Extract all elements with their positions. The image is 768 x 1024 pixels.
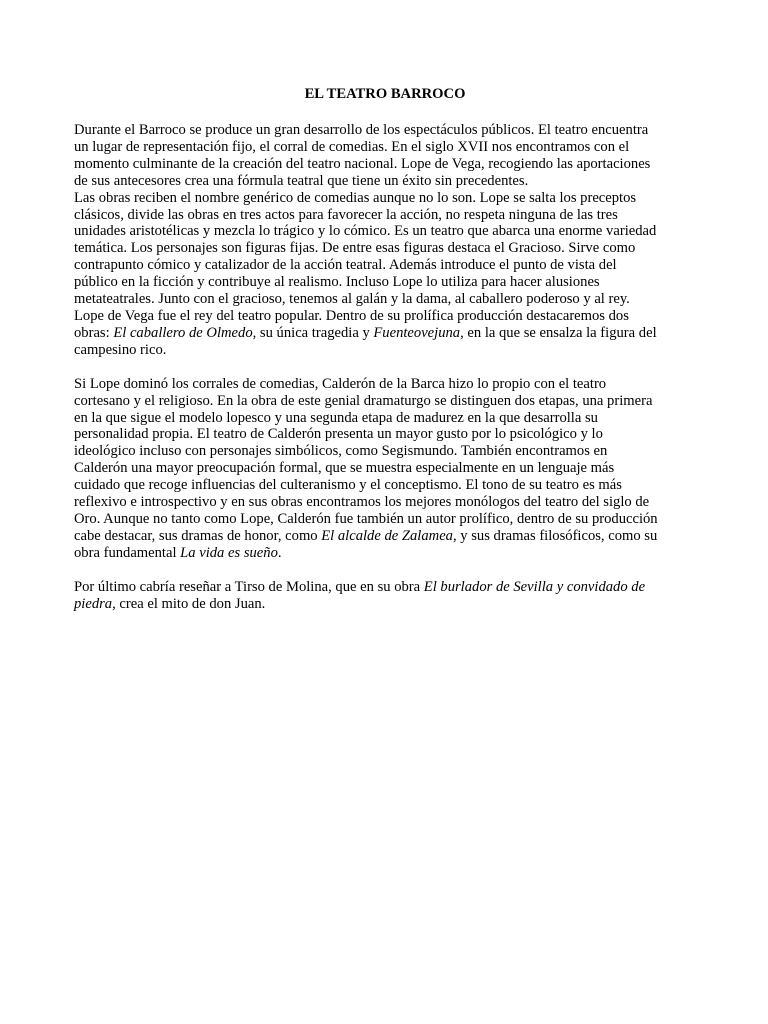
text-line: temática. Los personajes son figuras fijas. De entre esas figuras destaca el Gracioso. Sirve como — [74, 240, 636, 257]
work-title-caballero-de-olmedo: El caballero de Olmedo — [113, 324, 253, 341]
paragraph-calderon — [74, 376, 696, 562]
work-title-burlador-de-sevilla-cont: piedra — [74, 595, 113, 612]
text-segment: obra fundamental — [74, 544, 181, 561]
paragraph-intro — [74, 122, 696, 190]
text-line — [74, 545, 696, 562]
paragraph-lope — [74, 190, 696, 359]
text-segment: , su única tragedia y — [252, 324, 374, 341]
text-line: metateatrales. Junto con el gracioso, tenemos al galán y la dama, al caballero poderoso y al rey. — [74, 291, 630, 308]
text-segment: , y sus dramas filosóficos, como su — [452, 527, 658, 544]
text-line: contrapunto cómico y catalizador de la acción teatral. Además introduce el punto de vista del — [74, 257, 617, 274]
text-segment: , crea el mito de don Juan. — [112, 595, 266, 612]
work-title-la-vida-es-sueno: La vida es sueño — [180, 544, 278, 561]
text-segment: . — [277, 544, 282, 561]
text-line: unidades aristotélicas y mezcla lo trágico y lo cómico. Es un teatro que abarca una enorme variedad — [74, 223, 657, 240]
paragraph-tirso — [74, 579, 696, 613]
text-segment: , en la que se ensalza la figura del — [460, 324, 657, 341]
text-segment: Por último cabría reseñar a Tirso de Molina, que en su obra — [74, 578, 424, 595]
text-line: Las obras reciben el nombre genérico de comedias aunque no lo son. Lope se salta los preceptos — [74, 189, 637, 206]
text-line — [74, 528, 696, 545]
text-line: en la que sigue el modelo lopesco y una segunda etapa de madurez en la que desarrolla su — [74, 409, 598, 426]
document-title: EL TEATRO BARROCO — [304, 86, 466, 102]
text-line: Durante el Barroco se produce un gran desarrollo de los espectáculos públicos. El teatro encuentra — [74, 122, 649, 138]
work-title-fuenteovejuna: Fuenteovejuna — [373, 324, 461, 341]
work-title-alcalde-de-zalamea: El alcalde de Zalamea — [321, 527, 453, 544]
text-line: Lope de Vega fue el rey del teatro popular. Dentro de su prolífica producción destacaremos dos — [74, 307, 629, 324]
text-line — [74, 596, 696, 613]
text-line — [74, 325, 696, 342]
text-line: de sus antecesores crea una fórmula teatral que tiene un éxito sin precedentes. — [74, 172, 529, 189]
text-line: momento culminante de la creación del teatro nacional. Lope de Vega, recogiendo las aportaciones — [74, 155, 651, 172]
text-line: reflexivo e introspectivo y en sus obras encontramos los mejores monólogos del teatro del siglo de — [74, 494, 650, 511]
text-line — [74, 579, 696, 596]
work-title-burlador-de-sevilla: El burlador de Sevilla y convidado de — [423, 578, 646, 595]
text-segment: obras: — [74, 324, 114, 341]
text-line: campesino rico. — [74, 341, 167, 358]
text-line: cortesano y el religioso. En la obra de este genial dramaturgo se distinguen dos etapas, una primera — [74, 392, 653, 409]
text-line: Oro. Aunque no tanto como Lope, Calderón fue también un autor prolífico, dentro de su producción — [74, 510, 658, 527]
document-body — [74, 86, 696, 612]
text-line: clásicos, divide las obras en tres actos para favorecer la acción, no respeta ninguna de las tres — [74, 206, 618, 223]
text-line: Calderón una mayor preocupación formal, que se muestra especialmente en un lenguaje más — [74, 460, 615, 477]
text-line: personalidad propia. El teatro de Calderón presenta un mayor gusto por lo psicológico y lo — [74, 426, 603, 443]
text-line: público en la ficción y contribuye al realismo. Incluso Lope lo utiliza para hacer alusiones — [74, 274, 600, 291]
text-line: ideológico incluso con personajes simbólicos, como Segismundo. También encontramos en — [74, 443, 608, 460]
text-line: cuidado que recoge influencias del culteranismo y el conceptismo. El tono de su teatro es más — [74, 477, 622, 494]
text-segment: cabe destacar, sus dramas de honor, como — [74, 527, 322, 544]
text-line: Si Lope dominó los corrales de comedias, Calderón de la Barca hizo lo propio con el teatro — [74, 375, 607, 392]
text-line: un lugar de representación fijo, el corral de comedias. En el siglo XVII nos encontramos con el — [74, 138, 630, 155]
